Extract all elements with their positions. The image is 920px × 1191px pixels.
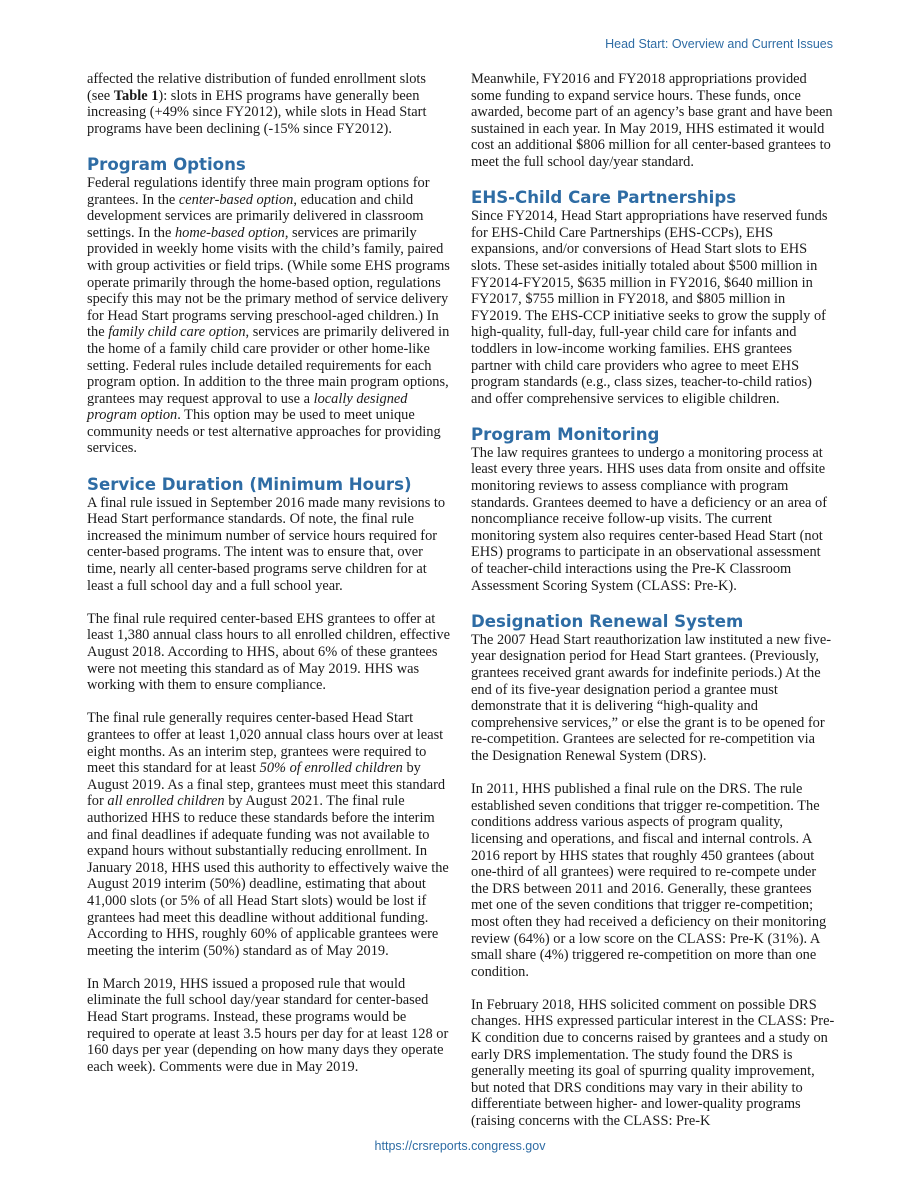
paragraph: A final rule issued in September 2016 made many revisions to Head Start performance standards. Of note, the final rule increased the minimum number of service hours required for center-based programs. The intent was to ensure that, over time, nearly all center-based programs serve children for at least a full school day and a full school year. [87, 494, 446, 594]
paragraph: In 2011, HHS published a final rule on the DRS. The rule established seven conditions that trigger re-competition. The conditions address various aspects of program quality, licensing and operations, and fiscal and internal controls. A 2016 report by HHS states that roughly 450 grantees (about one-third of all grantees) were required to re-compete under the DRS between 2011 and 2016. Generally, these grantees met one of the seven conditions that trigger re-competition; most often they had received a deficiency on their monitoring review (64%) or a low score on the CLASS: Pre-K (31%). A small share (4%) triggered re-competition on more than one condition. [471, 781, 827, 980]
right-column [471, 71, 835, 1146]
footer-url-link[interactable]: https://crsreports.congress.gov [374, 1139, 546, 1153]
section-heading-program-monitoring: Program Monitoring [471, 424, 660, 444]
left-column [87, 71, 451, 1092]
paragraph: Federal regulations identify three main program options for grantees. In the center-based option, education and child development services are primarily delivered in classroom settings. In the home-based option, services are primarily provided in weekly home visits with the child’s family, paired with group activities or field trips. (While some EHS programs operate primarily through the home-based option, regulations specify this may not be the primary method of service delivery for Head Start programs serving preschool-aged children.) In the family child care option, services are primarily delivered in the home of a family child care provider or other home-like setting. Federal rules include detailed requirements for each program option. In addition to the three main program options, grantees may request approval to use a locally designed program option. This option may be used to meet unique community needs or test alternative approaches for providing services. [87, 174, 450, 457]
paragraph: In February 2018, HHS solicited comment on possible DRS changes. HHS expressed particular interest in the CLASS: Pre-K condition due to concerns raised by grantees and a study on early DRS implementation. The study found the DRS is generally meeting its goal of spurring quality improvement, but noted that DRS conditions may vary in their ability to differentiate between higher- and lower-quality programs (raising concerns with the CLASS: Pre-K [471, 996, 835, 1130]
paragraph: The law requires grantees to undergo a monitoring process at least every three years. HHS uses data from onsite and offsite monitoring reviews to assess compliance with program standards. Grantees deemed to have a deficiency or an area of noncompliance receive follow-up visits. The current monitoring system also requires center-based Head Start (not EHS) programs to participate in an observational assessment of teacher-child interactions using the Pre-K Classroom Assessment Scoring System (CLASS: Pre-K). [471, 444, 827, 594]
paragraph: Meanwhile, FY2016 and FY2018 appropriations provided some funding to expand service hours. These funds, once awarded, become part of an agency’s base grant and have been sustained in each year. In May 2019, HHS estimated it would cost an additional $806 million for all center-based grantees to meet the full school day/year standard. [471, 71, 833, 170]
paragraph: Since FY2014, Head Start appropriations have reserved funds for EHS-Child Care Partnerships (EHS-CCPs), EHS expansions, and/or conversions of Head Start slots to EHS slots. These set-asides initially totaled about $500 million in FY2014-FY2015, $635 million in FY2016, $640 million in FY2017, $755 million in FY2018, and $805 million in FY2019. The EHS-CCP initiative seeks to grow the supply of high-quality, full-day, full-year child care for infants and toddlers in low-income working families. EHS grantees partner with child care providers who agree to meet EHS program standards (e.g., class sizes, teacher-to-child ratios) and offer comprehensive services to eligible children. [471, 208, 828, 407]
paragraph: The 2007 Head Start reauthorization law instituted a new five-year designation period for Head Start grantees. (Previously, grantees received grant awards for indefinite periods.) At the end of its five-year designation period a grantee must demonstrate that it is delivering “high-quality and comprehensive services,” or else the grant is to be opened for re-competition. Grantees are selected for re-competition via the Designation Renewal System (DRS). [471, 631, 832, 764]
paragraph: In March 2019, HHS issued a proposed rule that would eliminate the full school day/year standard for center-based Head Start programs. Instead, these programs would be required to operate at least 3.5 hours per day for at least 128 or 160 days per year (depending on how many days they operate each week). Comments were due in May 2019. [87, 975, 449, 1075]
paragraph: The final rule generally requires center-based Head Start grantees to offer at least 1,020 annual class hours over at least eight months. As an interim step, grantees were required to meet this standard for at least 50% of enrolled children by August 2019. As a final step, grantees must meet this standard for all enrolled children by August 2021. The final rule authorized HHS to reduce these standards before the interim and final deadlines if adequate funding was not available to expand hours without substantially reducing enrollment. In January 2018, HHS used this authority to effectively waive the August 2019 interim (50%) deadline, estimating that about 41,000 slots (or 5% of all Head Start slots) would be lost if grantees had meet this deadline without additional funding. According to HHS, roughly 60% of applicable grantees were meeting the interim (50%) standard as of May 2019. [87, 710, 449, 959]
section-heading-program-options: Program Options [87, 154, 246, 174]
running-header-title: Head Start: Overview and Current Issues [605, 37, 833, 51]
paragraph: The final rule required center-based EHS grantees to offer at least 1,380 annual class hours to all enrolled children, effective August 2018. According to HHS, about 6% of these grantees were not meeting this standard as of May 2019. HHS was working with them to ensure compliance. [87, 610, 450, 694]
section-heading-service-duration: Service Duration (Minimum Hours) [87, 474, 412, 494]
paragraph: affected the relative distribution of funded enrollment slots (see Table 1): slots in EHS programs have generally been increasing (+49% since FY2012), while slots in Head Start programs have been declining (-15% since FY2012). [87, 71, 427, 137]
section-heading-ehs-child-care-partnerships: EHS-Child Care Partnerships [471, 188, 737, 208]
section-heading-designation-renewal-system: Designation Renewal System [471, 611, 744, 631]
